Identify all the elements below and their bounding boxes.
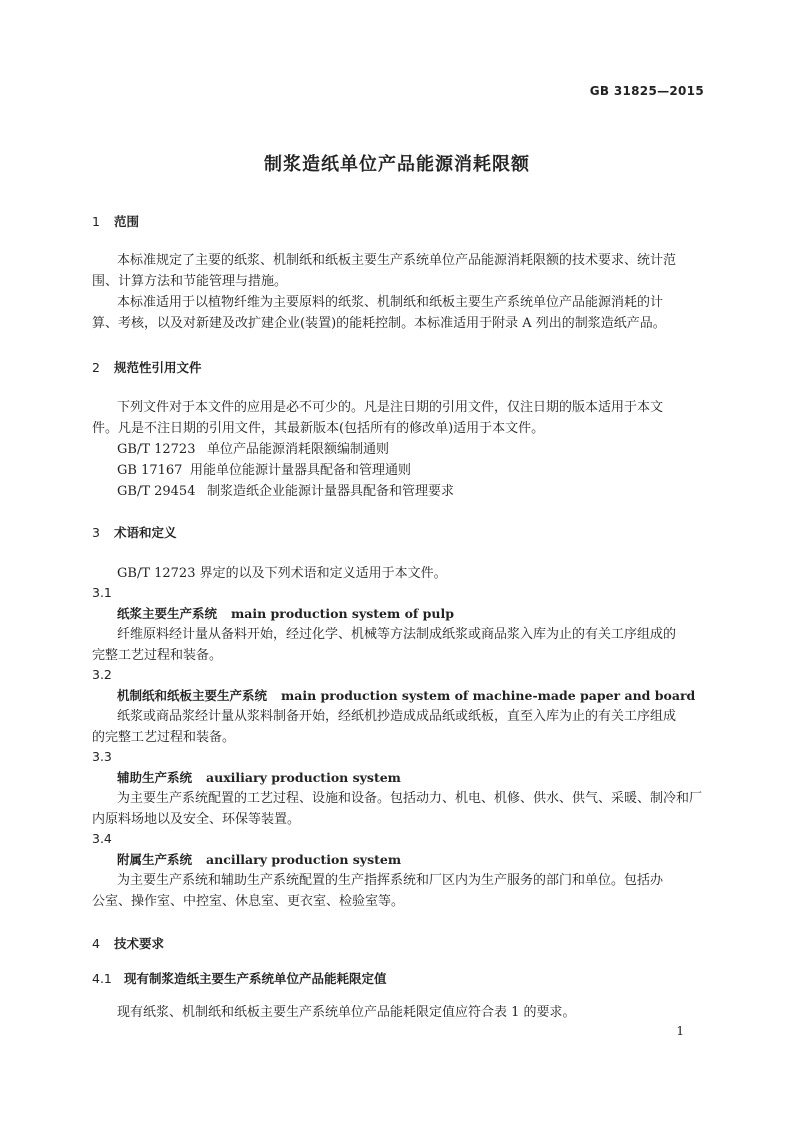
paragraph-line: 为主要生产系统配置的工艺过程、设施和设备。包括动力、机电、机修、供水、供气、采暖、制冷和厂 xyxy=(117,791,703,806)
paragraph-line: 纸浆或商品浆经计量从浆料制备开始，经纸机抄造成成品纸或纸板，直至入库为止的有关工序组成 xyxy=(117,709,677,724)
section-number: 1 xyxy=(92,214,100,229)
reference-code: GB/T 12723 xyxy=(117,442,196,457)
subsection-4-1-heading xyxy=(92,969,387,987)
reference-title: 制浆造纸企业能源计量器具配备和管理要求 xyxy=(207,484,455,499)
paragraph-line: 围、计算方法和节能管理与措施。 xyxy=(92,274,288,289)
term-en: main production system of machine-made paper and board xyxy=(281,688,696,703)
term-en: auxiliary production system xyxy=(206,770,401,785)
term-zh: 附属生产系统 xyxy=(117,852,193,867)
term-zh: 机制纸和纸板主要生产系统 xyxy=(117,688,268,703)
term-en: main production system of pulp xyxy=(231,606,454,621)
term-number: 3.4 xyxy=(92,831,112,846)
paragraph-line: 的完整工艺过程和装备。 xyxy=(92,730,236,745)
term-zh: 纸浆主要生产系统 xyxy=(117,606,218,621)
term-en: ancillary production system xyxy=(206,852,402,867)
section-3-heading xyxy=(92,523,177,541)
paragraph-line: 下列文件对于本文件的应用是必不可少的。凡是注日期的引用文件，仅注日期的版本适用于本文 xyxy=(117,400,664,415)
term-heading xyxy=(117,686,695,704)
term-zh: 辅助生产系统 xyxy=(117,770,193,785)
paragraph-line: 本标准适用于以植物纤维为主要原料的纸浆、机制纸和纸板主要生产系统单位产品能源消耗的计 xyxy=(117,295,664,310)
section-number: 3 xyxy=(92,525,100,540)
term-number: 3.3 xyxy=(92,749,112,764)
section-number: 4 xyxy=(92,936,100,951)
subsection-number: 4.1 xyxy=(92,971,112,986)
paragraph-line: 件。凡是不注日期的引用文件，其最新版本(包括所有的修改单)适用于本文件。 xyxy=(92,421,545,436)
section-1-heading xyxy=(92,212,139,230)
reference-code: GB 17167 xyxy=(117,463,183,478)
reference-item xyxy=(117,460,411,481)
subsection-title: 现有制浆造纸主要生产系统单位产品能耗限定值 xyxy=(124,971,387,986)
reference-title: 用能单位能源计量器具配备和管理通则 xyxy=(190,463,412,478)
term-number: 3.2 xyxy=(92,667,112,682)
paragraph-line: 算、考核，以及对新建及改扩建企业(装置)的能耗控制。本标准适用于附录 A 列出的制浆造纸产品。 xyxy=(92,316,666,331)
reference-code: GB/T 29454 xyxy=(117,484,196,499)
reference-title: 单位产品能源消耗限额编制通则 xyxy=(207,442,390,457)
standard-code: GB 31825—2015 xyxy=(589,84,704,98)
page-number: 1 xyxy=(676,1024,684,1038)
paragraph-line: 为主要生产系统和辅助生产系统配置的生产指挥系统和厂区内为生产服务的部门和单位。包括办 xyxy=(117,873,664,888)
reference-item xyxy=(117,439,389,460)
section-2-heading xyxy=(92,358,202,376)
term-heading xyxy=(117,768,401,786)
term-heading xyxy=(117,850,401,868)
paragraph-line: 内原料场地以及安全、环保等装置。 xyxy=(92,812,301,827)
term-number: 3.1 xyxy=(92,585,112,600)
paragraph-line: 纤维原料经计量从备料开始，经过化学、机械等方法制成纸浆或商品浆入库为止的有关工序组成的 xyxy=(117,627,677,642)
paragraph-line: 完整工艺过程和装备。 xyxy=(92,648,223,663)
section-title: 技术要求 xyxy=(114,936,165,951)
reference-item xyxy=(117,481,454,502)
term-heading xyxy=(117,604,454,622)
paragraph-line: 现有纸浆、机制纸和纸板主要生产系统单位产品能耗限定值应符合表 1 的要求。 xyxy=(117,1005,576,1020)
section-number: 2 xyxy=(92,360,100,375)
paragraph-line: GB/T 12723 界定的以及下列术语和定义适用于本文件。 xyxy=(117,566,447,581)
document-title: 制浆造纸单位产品能源消耗限额 xyxy=(264,154,530,175)
section-title: 术语和定义 xyxy=(114,525,177,540)
section-title: 范围 xyxy=(114,214,140,229)
paragraph-line: 公室、操作室、中控室、休息室、更衣室、检验室等。 xyxy=(92,894,405,909)
section-4-heading xyxy=(92,934,164,952)
section-title: 规范性引用文件 xyxy=(114,360,202,375)
paragraph-line: 本标准规定了主要的纸浆、机制纸和纸板主要生产系统单位产品能源消耗限额的技术要求、统计范 xyxy=(117,253,677,268)
